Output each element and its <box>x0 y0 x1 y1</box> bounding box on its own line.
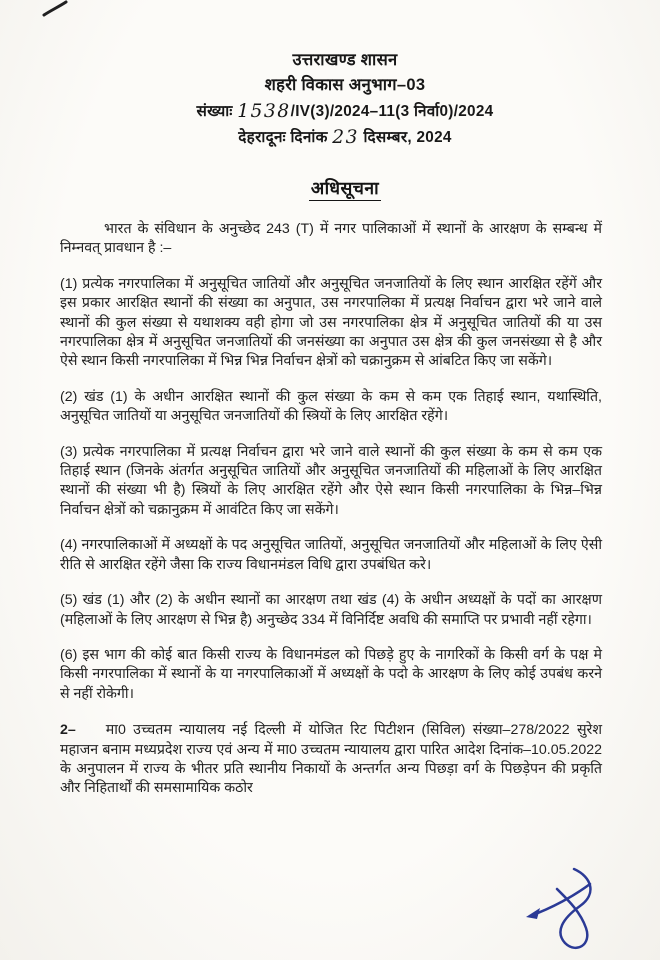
clause-6: (6) इस भाग की कोई बात किसी राज्य के विधानमंडल को पिछड़े हुए के नागरिकों के किसी वर्ग के पक्ष मे किसी नगरपालिका में स्थानों के या नगरपालिकाओं में अध्यक्षों के पदो के आरक्षण के लिए कोई उपबंध करने से नहीं रोकेगी। <box>60 646 602 702</box>
document-body <box>60 220 602 799</box>
intro-paragraph: भारत के संविधान के अनुच्छेद 243 (T) में नगर पालिकाओं में स्थानों के आरक्षण के सम्बन्ध में निम्नवत् प्रावधान है :– <box>60 221 602 257</box>
paragraph-2-number: 2– <box>60 722 76 739</box>
department-line: शहरी विकास अनुभाग–03 <box>264 76 426 94</box>
reference-number-label: संख्याः <box>196 103 238 120</box>
handwritten-reference-number: 1538 <box>237 101 291 122</box>
paragraph-2-text: मा0 उच्चतम न्यायालय नई दिल्ली में योजित रिट पिटीशन (सिविल) संख्या–278/2022 सुरेश महाजन बनाम मध्यप्रदेश राज्य एवं अन्य में मा0 उच्चतम न्यायालय द्वारा पारित आदेश दिनांक–10.05.2022 के अनुपालन में राज्य के भीतर प्रति स्थानीय निकायों के अन्तर्गत अन्य पिछड़ा वर्ग के पिछड़ेपन की प्रकृति और निहितार्थों की समसामायिक कठोर <box>60 722 602 797</box>
paragraph-2 <box>60 721 602 799</box>
handwritten-date-day: 23 <box>332 127 359 148</box>
clause-5: (5) खंड (1) और (2) के अधीन स्थानों का आरक्षण तथा खंड (4) के अधीन अध्यक्षों के पदों का आरक्षण (महिलाओं के लिए आरक्षण से भिन्न है) अनुच्छेद 334 में विनिर्दिष्ट अवधि की समाप्ति पर प्रभावी नहीं रहेगा। <box>60 592 602 628</box>
notification-title: अधिसूचना <box>88 176 602 200</box>
document-header <box>88 48 602 150</box>
clause-1: (1) प्रत्येक नगरपालिका में अनुसूचित जातियों और अनुसूचित जनजातियों के लिए स्थान आरक्षित रहेंगें और इस प्रकार आरक्षित स्थानों की संख्या का अनुपात, उस नगरपालिका में प्रत्यक्ष निर्वाचन द्वारा भरे जाने वाले स्थानों की कुल संख्या से यथाशक्य वही होगा जो उस नगरपालिका क्षेत्र में अनुसूचित जातियों की या उस नगरपालिका क्षेत्र में अनुसूचित जनजातियों की जनसंख्या का अनुपात उस क्षेत्र की कुल जनसंख्या से है और ऐसे स्थान किसी नगरपालिका में भिन्न भिन्न निर्वाचन क्षेत्रों को चक्रानुक्रम से आंबटित किए जा सकेंगे। <box>60 275 602 370</box>
clause-2: (2) खंड (1) के अधीन आरक्षित स्थानों की कुल संख्या के कम से कम एक तिहाई स्थान, यथास्थिति, अनुसूचित जातियों या अनुसूचित जनजातियों की स्त्रियों के लिए आरक्षित रहेंगे। <box>60 388 602 425</box>
clause-3: (3) प्रत्येक नगरपालिका में प्रत्यक्ष निर्वाचन द्वारा भरे जाने वाले स्थानों की कुल संख्या के कम से कम एक तिहाई स्थान (जिनके अंतर्गत अनुसूचित जातियों और अनुसूचित जनजातियों की महिलाओं के लिए आरक्षित स्थानों की संख्या भी है) स्त्रियों के लिए आरक्षित रहेंगे और ऐसे स्थान किसी नगरपालिका के भिन्न–भिन्न निर्वाचन क्षेत्रों को चक्रानुक्रम में आवंटित किए जा सकेंगे। <box>60 443 602 518</box>
place-date-line <box>88 124 602 150</box>
place-date-prefix: देहरादूनः दिनांक <box>238 129 333 146</box>
reference-number-rest: /IV(3)/2024–11(3 निर्वा0)/2024 <box>290 103 494 120</box>
government-name: उत्तराखण्ड शासन <box>292 51 398 69</box>
reference-number-line <box>88 98 602 124</box>
place-date-suffix: दिसम्बर, 2024 <box>358 129 452 146</box>
clause-4: (4) नगरपालिकाओं में अध्यक्षों के पद अनुसूचित जातियों, अनुसूचित जनजातियों और महिलाओं के लिए ऐसी रीति से आरक्षित रहेंगे जैसा कि राज्य विधानमंडल विधि द्वारा उपबंधित करे। <box>60 537 602 573</box>
signature-scribble <box>512 866 632 956</box>
